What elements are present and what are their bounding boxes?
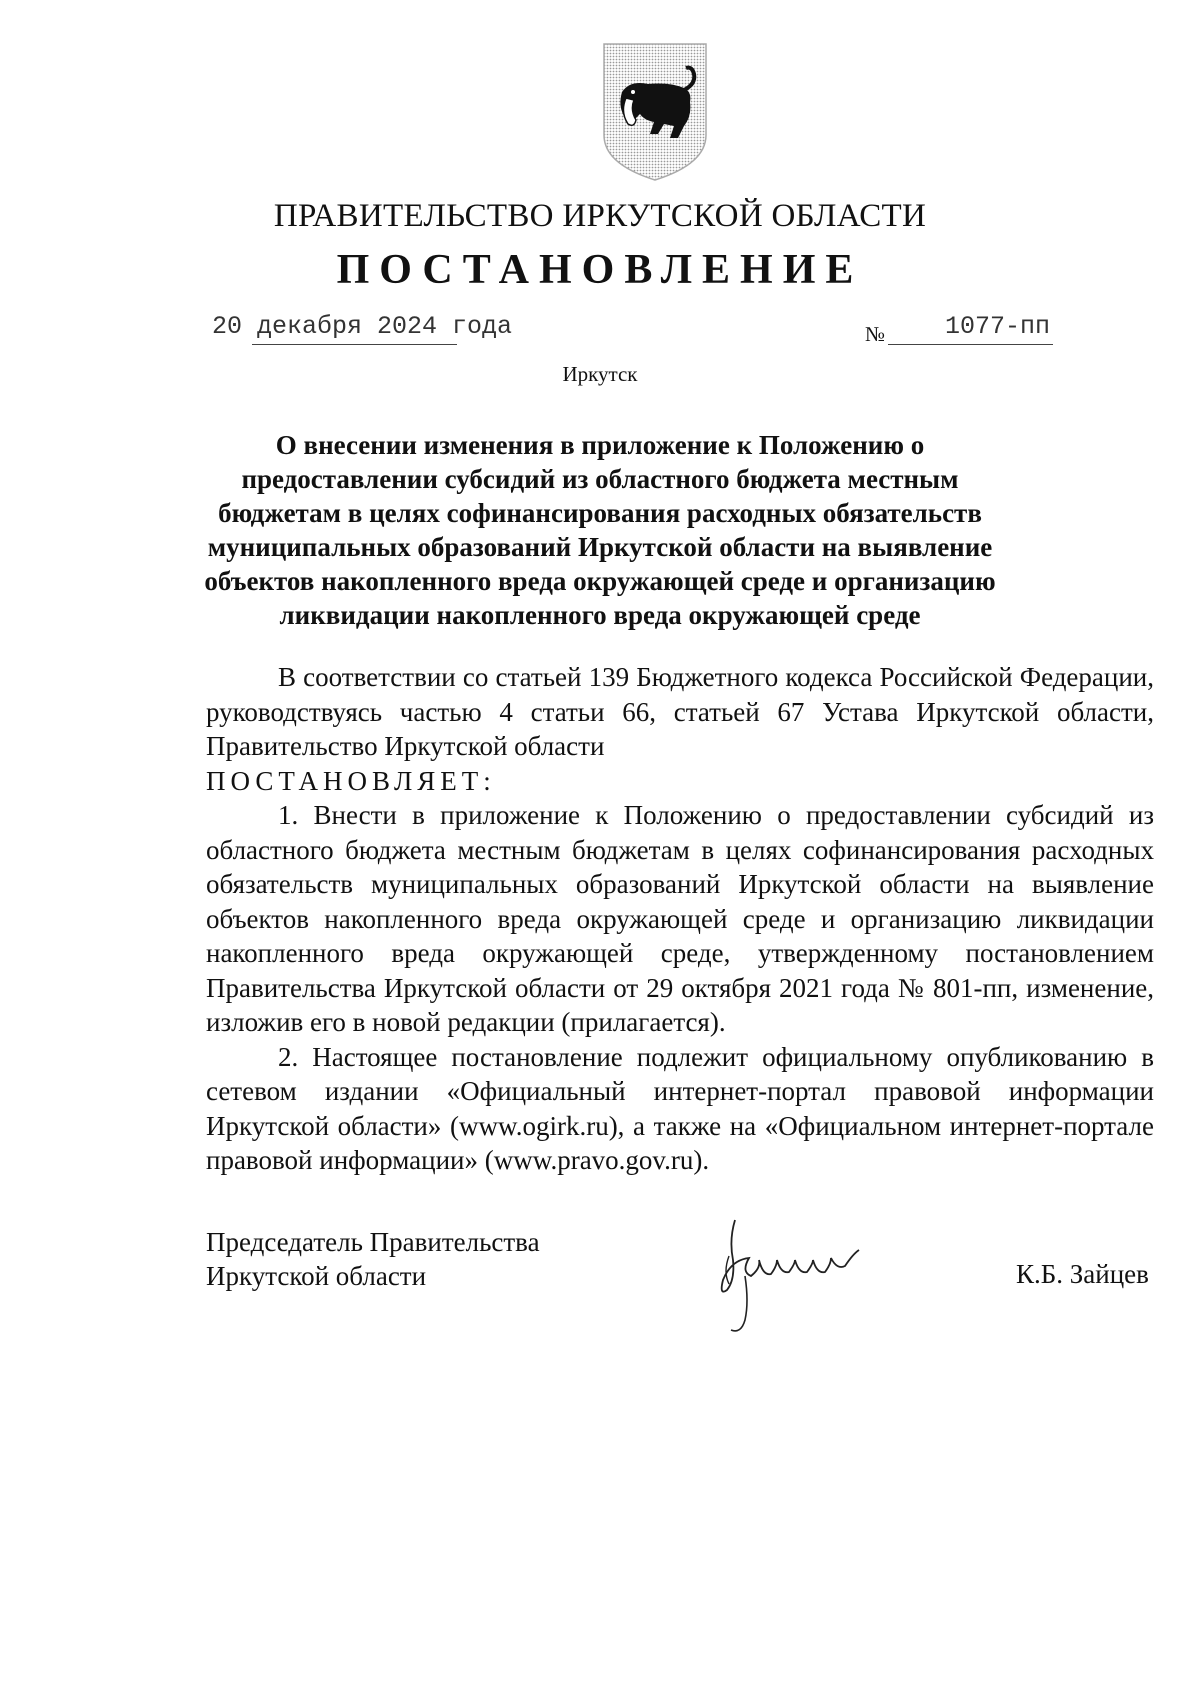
irkutsk-coat-of-arms-icon (600, 40, 710, 184)
document-number: 1077-пп (945, 312, 1051, 341)
preamble-paragraph: В соответствии со статьей 139 Бюджетного кодекса Российской Федерации, руководствуясь частью 4 статьи 66, статьей 67 Устава Иркутской области, Правительство Иркутской области (206, 662, 1154, 761)
decree-word: ПОСТАНОВЛЯЕТ: (206, 765, 496, 796)
document-body (206, 660, 1154, 1178)
city-name: Иркутск (562, 362, 638, 386)
document-type: ПОСТАНОВЛЕНИЕ (336, 247, 864, 293)
government-title: ПРАВИТЕЛЬСТВО ИРКУТСКОЙ ОБЛАСТИ (273, 198, 927, 234)
item-1-paragraph: 1. Внести в приложение к Положению о предоставлении субсидий из областного бюджета местным бюджетам в целях софинансирования расходных обязательств муниципальных образований Иркутской области на выявление объектов накопленного вреда окружающей среде и организацию ликвидации накопленного вреда окружающей среде, утвержденному постановлением Правительства Иркутской области от 29 октября 2021 года № 801-пп, изменение, изложив его в новой редакции (прилагается). (206, 800, 1154, 1037)
signer-position-line2: Иркутской области (206, 1261, 427, 1291)
document-date: 20 декабря 2024 года (212, 312, 513, 341)
signer-position-line1: Председатель Правительства (206, 1227, 540, 1257)
date-underline (252, 344, 457, 345)
item-2-paragraph: 2. Настоящее постановление подлежит официальному опубликованию в сетевом издании «Официальный интернет-портал правовой информации Иркутской области» (www.ogirk.ru), а также на «Официальном интернет-портале правовой информации» (www.pravo.gov.ru). (206, 1041, 1154, 1175)
signer-name: К.Б. Зайцев (1016, 1259, 1149, 1289)
document-heading: О внесении изменения в приложение к Положению о предоставлении субсидий из областного бюджета местным бюджетам в целях софинансирования расходных обязательств муниципальных образований Иркутской области на выявление объектов накопленного вреда окружающей среде и организацию ликвидации накопленного вреда окружающей среде (204, 430, 996, 630)
number-label: № (865, 322, 886, 346)
number-underline (888, 344, 1053, 345)
signer-position (206, 1225, 540, 1293)
handwritten-signature (705, 1210, 945, 1340)
